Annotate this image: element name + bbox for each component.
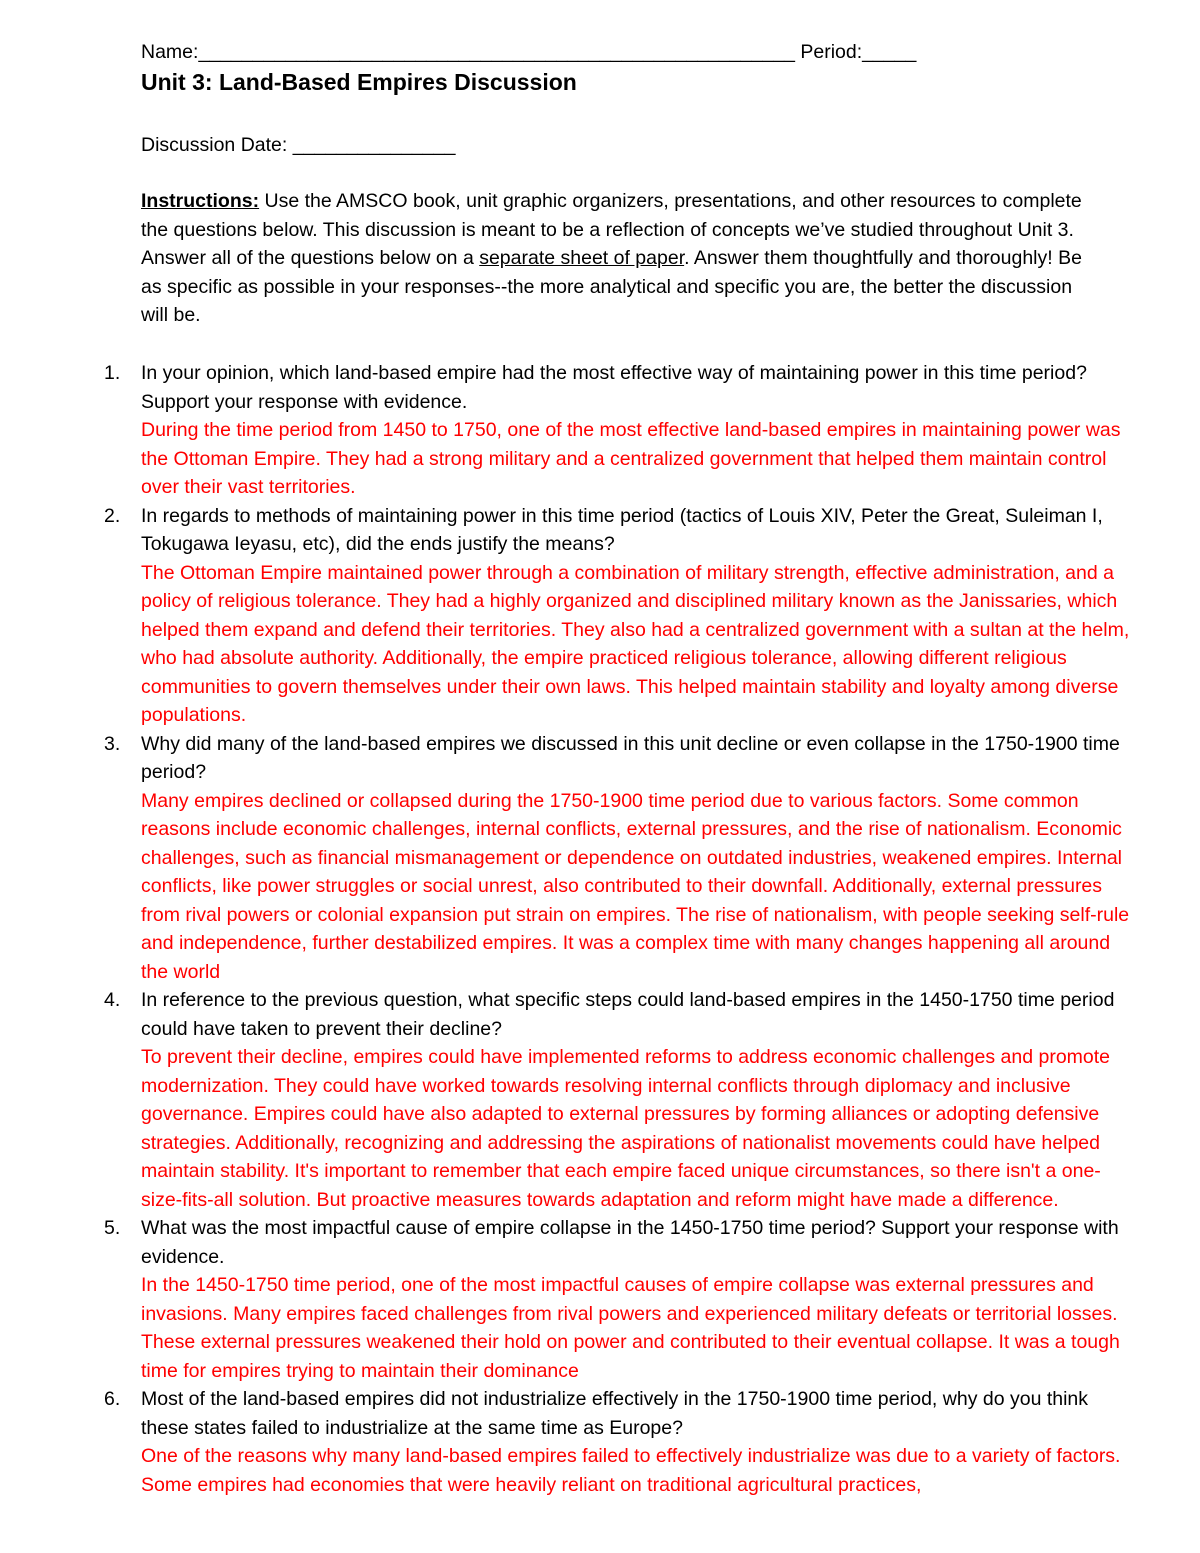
- answer-text: In the 1450-1750 time period, one of the most impactful causes of empire collapse was external pressures and invasions. Many empires faced challenges from rival powers and experienced military defeats or territorial losses. These external pressures weakened their hold on power and contributed to their eventual collapse. It was a tough time for empires trying to maintain their dominance: [141, 1274, 1120, 1382]
- question-item: [0, 986, 1131, 1214]
- name-label: Name:: [141, 41, 199, 63]
- question-text: Most of the land-based empires did not industrialize effectively in the 1750-1900 time period, why do you think these states failed to industrialize at the same time as Europe?: [141, 1388, 1089, 1439]
- answer-text: One of the reasons why many land-based empires failed to effectively industrialize was due to a variety of factors. Some empires had economies that were heavily reliant on traditional agricultural practices,: [141, 1445, 1121, 1496]
- question-text: Why did many of the land-based empires we discussed in this unit decline or even collapse in the 1750-1900 time period?: [141, 732, 1120, 783]
- question-list: [0, 359, 1200, 1499]
- question-item: [0, 1214, 1131, 1385]
- question-number: 6.: [104, 1388, 121, 1410]
- answer-text: Many empires declined or collapsed during the 1750-1900 time period due to various factors. Some common reasons include economic challenges, internal conflicts, external pressures, and the rise of nationalism. Economic challenges, such as financial mismanagement or dependence on outdated industries, weakened empires. Internal conflicts, like power struggles or social unrest, also contributed to their downfall. Additionally, external pressures from rival powers or colonial expansion put strain on empires. The rise of nationalism, with people seeking self-rule and independence, further destabilized empires. It was a complex time with many changes happening all around the world: [141, 789, 1130, 983]
- answer-text: To prevent their decline, empires could have implemented reforms to address economic challenges and promote modernization. They could have worked towards resolving internal conflicts through diplomacy and inclusive governance. Empires could have also adapted to external pressures by forming alliances or adopting defensive strategies. Additionally, recognizing and addressing the aspirations of nationalist movements could have helped maintain stability. It's important to remember that each empire faced unique circumstances, so there isn't a one-size-fits-all solution. But proactive measures towards adaptation and reform might have made a difference.: [141, 1046, 1111, 1211]
- question-text: In reference to the previous question, what specific steps could land-based empires in the 1450-1750 time period could have taken to prevent their decline?: [141, 989, 1115, 1040]
- name-blank: _______________________________________________________: [198, 41, 795, 63]
- question-item: [0, 730, 1131, 987]
- question-number: 3.: [104, 732, 121, 755]
- question-text: In regards to methods of maintaining power in this time period (tactics of Louis XIV, Peter the Great, Suleiman I, Tokugawa Ieyasu, etc), did the ends justify the means?: [141, 504, 1103, 555]
- discussion-date-label: Discussion Date:: [141, 134, 288, 156]
- period-label: Period:: [800, 41, 863, 63]
- question-number: 2.: [104, 504, 121, 527]
- discussion-date-line: [141, 131, 455, 159]
- instructions-text-2: . Answer them thoughtfully and thoroughly! Be as specific as possible in your responses--the more analytical and specific you are, the better the discussion will be.: [141, 247, 1082, 326]
- question-item: [0, 1385, 1131, 1499]
- question-text: In your opinion, which land-based empire had the most effective way of maintaining power in this time period? Support your response with evidence.: [141, 362, 1087, 413]
- answer-text: During the time period from 1450 to 1750, one of the most effective land-based empires in maintaining power was the Ottoman Empire. They had a strong military and a centralized government that helped them maintain control over their vast territories.: [141, 419, 1121, 498]
- question-number: 4.: [104, 989, 121, 1011]
- question-number: 1.: [104, 362, 121, 384]
- question-number: 5.: [104, 1217, 121, 1239]
- period-blank: _____: [862, 41, 917, 63]
- question-item: [0, 359, 1131, 502]
- discussion-date-blank: _______________: [292, 134, 456, 156]
- instructions-text-1: Use the AMSCO book, unit graphic organizers, presentations, and other resources to complete the questions below. This discussion is meant to be a reflection of concepts we’ve studied throughout Unit 3. Answer all of the questions below on a: [141, 190, 1082, 269]
- instructions-label: Instructions:: [141, 190, 260, 212]
- answer-text: The Ottoman Empire maintained power through a combination of military strength, effective administration, and a policy of religious tolerance. They had a highly organized and disciplined military known as the Janissaries, which helped them expand and defend their territories. They also had a centralized government with a sultan at the helm, who had absolute authority. Additionally, the empire practiced religious tolerance, allowing different religious communities to govern themselves under their own laws. This helped maintain stability and loyalty among diverse populations.: [141, 561, 1130, 726]
- instructions-paragraph: [141, 187, 1101, 330]
- question-text: What was the most impactful cause of empire collapse in the 1450-1750 time period? Support your response with evidence.: [141, 1217, 1119, 1268]
- instructions-underlined: separate sheet of paper: [479, 247, 685, 269]
- page-title: Unit 3: Land-Based Empires Discussion: [141, 69, 577, 95]
- name-period-line: [141, 38, 916, 66]
- question-item: [0, 502, 1131, 730]
